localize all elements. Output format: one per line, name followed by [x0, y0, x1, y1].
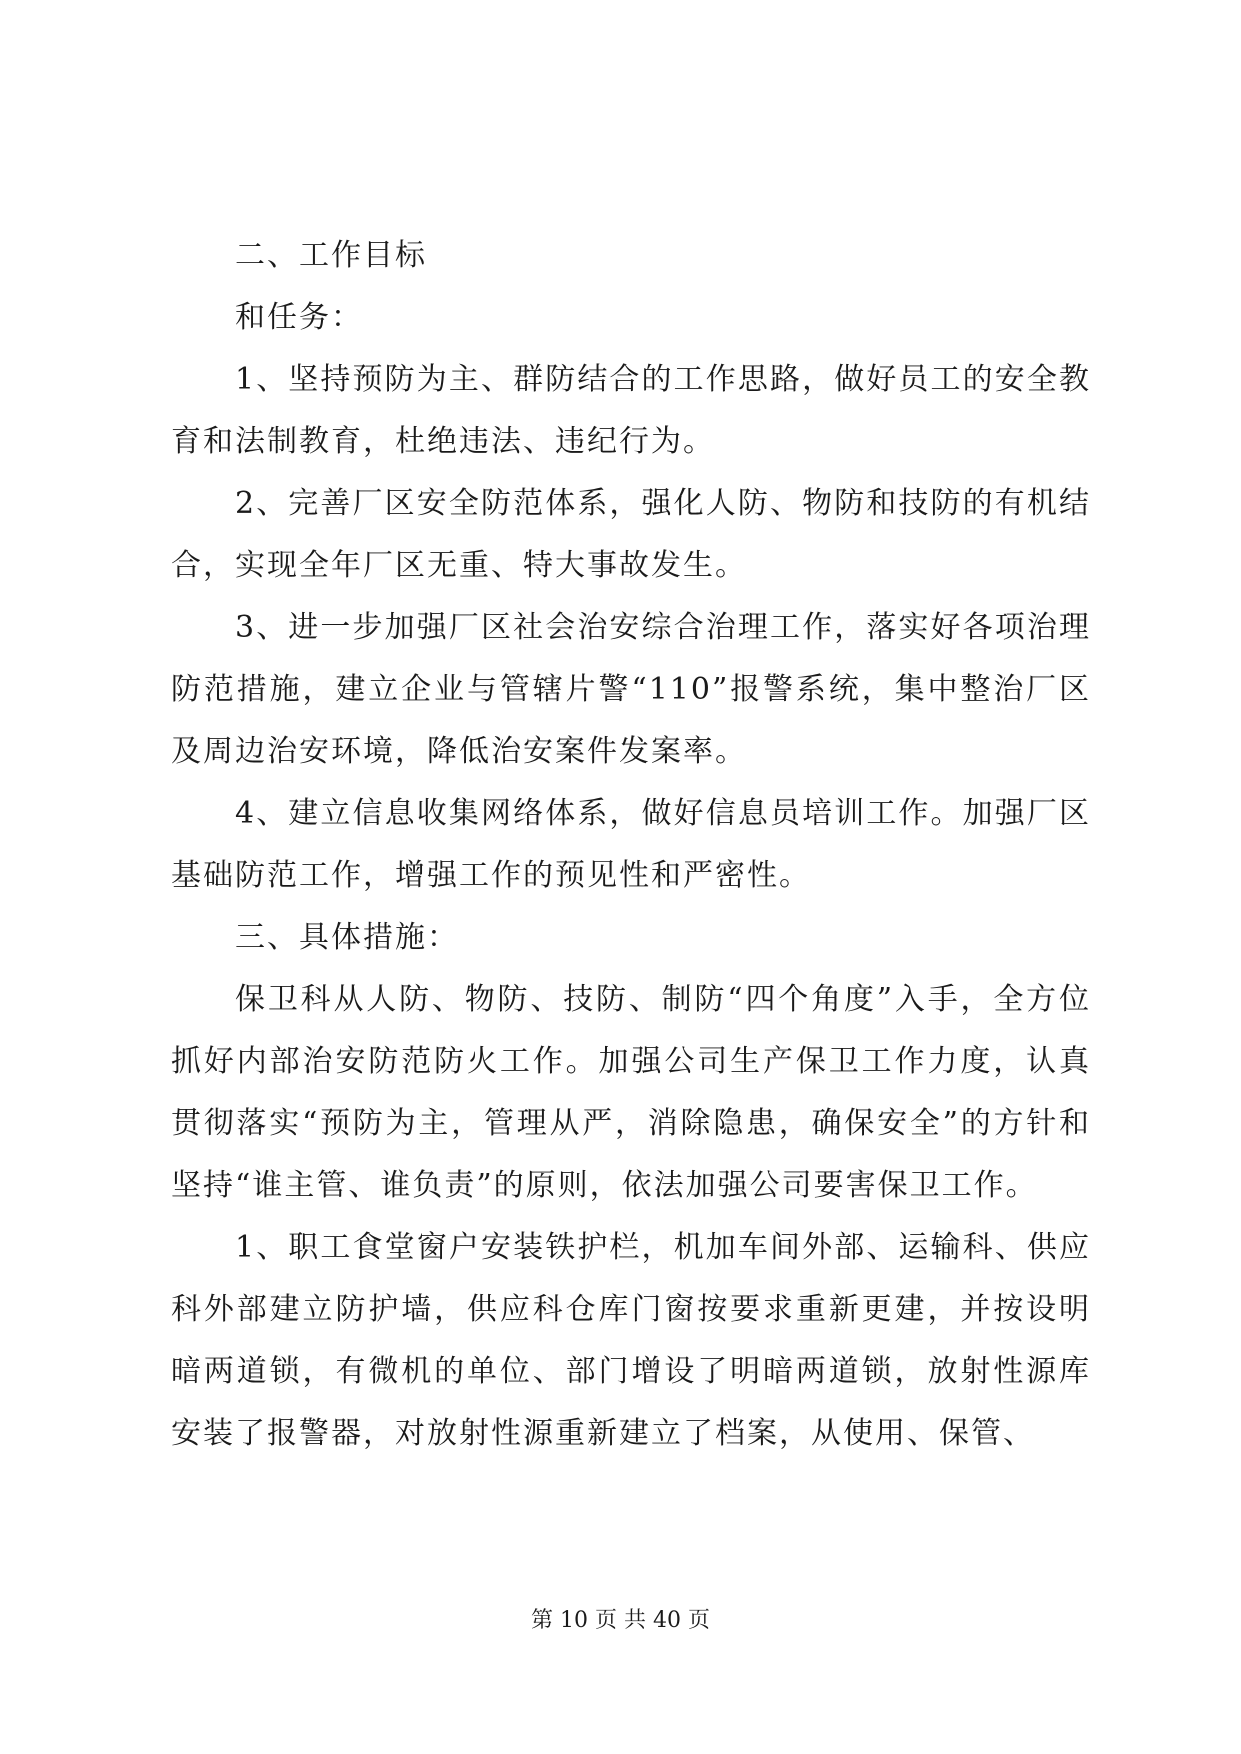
heading-specific-measures: 三、具体措施：	[235, 920, 459, 955]
heading-work-goals: 二、工作目标	[235, 238, 427, 273]
heading-tasks: 和任务：	[235, 300, 363, 335]
paragraph-measures-intro: 保卫科从人防、物防、技防、制防“四个角度”入手，全方位抓好内部治安防范防火工作。加强公司生产保卫工作力度，认真贯彻落实“预防为主，管理从严，消除隐患，确保安全”的方针和坚持“谁主管、谁负责”的原则，依法加强公司要害保卫工作。	[171, 982, 1091, 1203]
paragraph-goal-2: 2、完善厂区安全防范体系，强化人防、物防和技防的有机结合，实现全年厂区无重、特大事故发生。	[171, 486, 1091, 583]
paragraph-goal-3: 3、进一步加强厂区社会治安综合治理工作，落实好各项治理防范措施，建立企业与管辖片警“110”报警系统，集中整治厂区及周边治安环境，降低治安案件发案率。	[171, 610, 1091, 769]
paragraph-goal-1: 1、坚持预防为主、群防结合的工作思路，做好员工的安全教育和法制教育，杜绝违法、违纪行为。	[171, 362, 1091, 459]
paragraph-goal-4: 4、建立信息收集网络体系，做好信息员培训工作。加强厂区基础防范工作，增强工作的预见性和严密性。	[171, 796, 1091, 893]
paragraph-measure-1: 1、职工食堂窗户安装铁护栏，机加车间外部、运输科、供应科外部建立防护墙，供应科仓库门窗按要求重新更建，并按设明暗两道锁，有微机的单位、部门增设了明暗两道锁，放射性源库安装了报警器，对放射性源重新建立了档案，从使用、保管、	[171, 1230, 1091, 1451]
document-body	[171, 225, 1091, 1465]
page-footer: 第 10 页 共 40 页	[531, 1608, 710, 1633]
